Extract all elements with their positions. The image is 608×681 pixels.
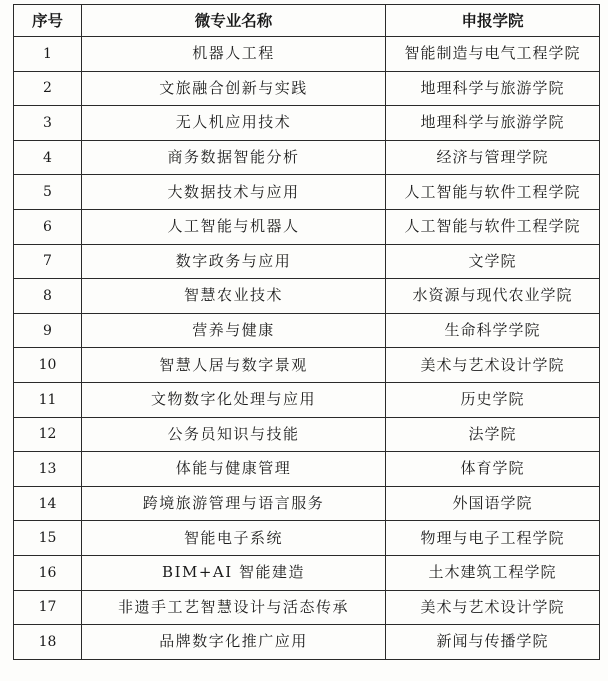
college-name: 土木建筑工程学院 xyxy=(386,555,600,590)
table-row xyxy=(14,625,600,660)
college-name: 法学院 xyxy=(386,417,600,452)
row-number: 13 xyxy=(14,452,82,487)
table-header-row xyxy=(14,5,600,37)
row-number: 1 xyxy=(14,37,82,72)
major-name: 文旅融合创新与实践 xyxy=(82,71,386,106)
row-number: 17 xyxy=(14,590,82,625)
major-name: 公务员知识与技能 xyxy=(82,417,386,452)
row-number: 3 xyxy=(14,106,82,141)
major-name: 人工智能与机器人 xyxy=(82,209,386,244)
major-name: 非遗手工艺智慧设计与活态传承 xyxy=(82,590,386,625)
college-name: 物理与电子工程学院 xyxy=(386,521,600,556)
row-number: 18 xyxy=(14,625,82,660)
table-row xyxy=(14,175,600,210)
table-row xyxy=(14,279,600,314)
table-row xyxy=(14,71,600,106)
row-number: 7 xyxy=(14,244,82,279)
table-row xyxy=(14,106,600,141)
row-number: 4 xyxy=(14,140,82,175)
major-name: 大数据技术与应用 xyxy=(82,175,386,210)
college-name: 历史学院 xyxy=(386,382,600,417)
major-name: 机器人工程 xyxy=(82,37,386,72)
major-name: 商务数据智能分析 xyxy=(82,140,386,175)
table-row xyxy=(14,555,600,590)
row-number: 6 xyxy=(14,209,82,244)
row-number: 11 xyxy=(14,382,82,417)
major-name: 智慧农业技术 xyxy=(82,279,386,314)
header-college: 申报学院 xyxy=(386,5,600,37)
college-name: 体育学院 xyxy=(386,452,600,487)
college-name: 地理科学与旅游学院 xyxy=(386,71,600,106)
college-name: 美术与艺术设计学院 xyxy=(386,590,600,625)
table-row xyxy=(14,140,600,175)
header-major-name: 微专业名称 xyxy=(82,5,386,37)
row-number: 14 xyxy=(14,486,82,521)
major-name: 智能电子系统 xyxy=(82,521,386,556)
table-row xyxy=(14,37,600,72)
college-name: 地理科学与旅游学院 xyxy=(386,106,600,141)
major-name: 品牌数字化推广应用 xyxy=(82,625,386,660)
row-number: 16 xyxy=(14,555,82,590)
table-row xyxy=(14,382,600,417)
row-number: 9 xyxy=(14,313,82,348)
college-name: 人工智能与软件工程学院 xyxy=(386,175,600,210)
row-number: 8 xyxy=(14,279,82,314)
college-name: 经济与管理学院 xyxy=(386,140,600,175)
major-name: 文物数字化处理与应用 xyxy=(82,382,386,417)
major-name: 智慧人居与数字景观 xyxy=(82,348,386,383)
college-name: 生命科学学院 xyxy=(386,313,600,348)
row-number: 5 xyxy=(14,175,82,210)
major-name: 数字政务与应用 xyxy=(82,244,386,279)
college-name: 文学院 xyxy=(386,244,600,279)
table-row xyxy=(14,590,600,625)
micro-major-table xyxy=(13,4,600,660)
header-no: 序号 xyxy=(14,5,82,37)
college-name: 美术与艺术设计学院 xyxy=(386,348,600,383)
row-number: 10 xyxy=(14,348,82,383)
major-name: 无人机应用技术 xyxy=(82,106,386,141)
row-number: 15 xyxy=(14,521,82,556)
major-name: 体能与健康管理 xyxy=(82,452,386,487)
row-number: 12 xyxy=(14,417,82,452)
major-name: BIM+AI 智能建造 xyxy=(82,555,386,590)
table-body xyxy=(14,37,600,660)
table-row xyxy=(14,348,600,383)
college-name: 水资源与现代农业学院 xyxy=(386,279,600,314)
college-name: 外国语学院 xyxy=(386,486,600,521)
table-row xyxy=(14,486,600,521)
college-name: 新闻与传播学院 xyxy=(386,625,600,660)
table-row xyxy=(14,313,600,348)
major-name: 跨境旅游管理与语言服务 xyxy=(82,486,386,521)
table-row xyxy=(14,209,600,244)
table-row xyxy=(14,521,600,556)
college-name: 人工智能与软件工程学院 xyxy=(386,209,600,244)
table-row xyxy=(14,452,600,487)
major-name: 营养与健康 xyxy=(82,313,386,348)
table-row xyxy=(14,417,600,452)
table-row xyxy=(14,244,600,279)
college-name: 智能制造与电气工程学院 xyxy=(386,37,600,72)
row-number: 2 xyxy=(14,71,82,106)
